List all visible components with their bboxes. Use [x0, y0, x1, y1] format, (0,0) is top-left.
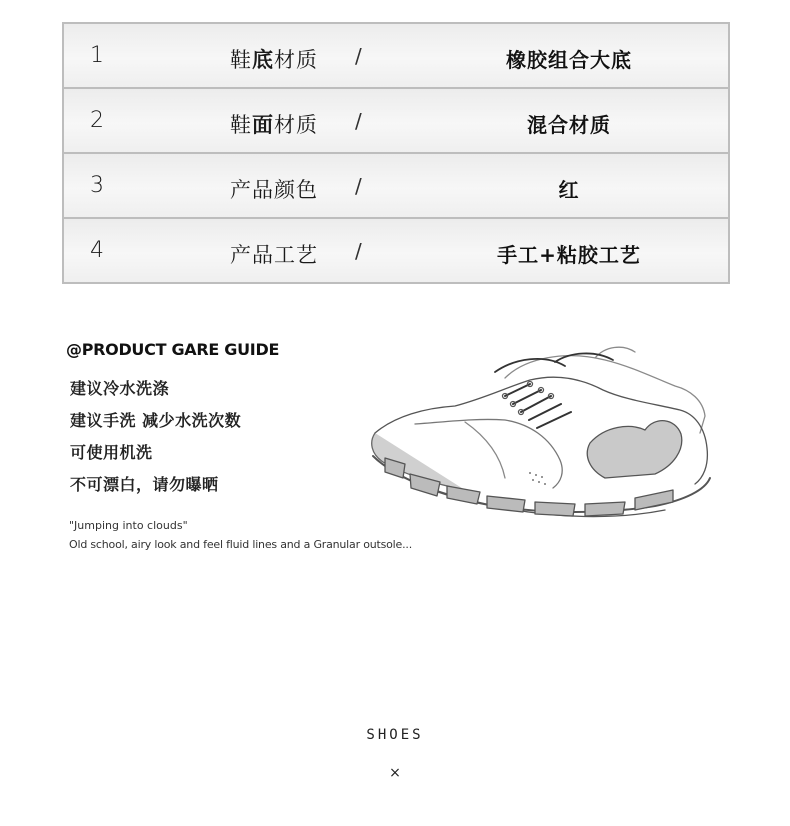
care-instruction: 不可漂白，请勿曝晒	[70, 475, 219, 494]
care-instruction: 可使用机洗	[70, 443, 153, 462]
spec-separator: /	[355, 44, 362, 68]
care-instruction: 建议手洗 减少水洗次数	[70, 411, 242, 430]
close-mark: ×	[389, 765, 401, 781]
shoe-sketch-illustration	[355, 338, 735, 538]
spec-value: 红	[558, 178, 580, 202]
product-description: Old school, airy look and feel fluid lines and a Granular outsole...	[69, 538, 412, 551]
spec-value: 橡胶组合大底	[506, 48, 632, 72]
spec-value: 手工+粘胶工艺	[497, 243, 641, 267]
spec-number: 3	[90, 173, 104, 198]
spec-number: 2	[90, 108, 104, 133]
spec-table	[62, 22, 730, 284]
spec-label: 鞋底材质	[230, 48, 318, 72]
spec-label: 产品工艺	[230, 243, 318, 267]
spec-separator: /	[355, 109, 362, 133]
spec-separator: /	[355, 174, 362, 198]
spec-value: 混合材质	[527, 113, 611, 137]
brand-label: SHOES	[366, 727, 424, 743]
spec-row	[64, 89, 728, 154]
spec-row	[64, 219, 728, 284]
spec-number: 4	[90, 238, 104, 263]
spec-number: 1	[90, 43, 104, 68]
spec-row	[64, 24, 728, 89]
care-guide-title: @PRODUCT GARE GUIDE	[66, 340, 280, 359]
tagline-quote: "Jumping into clouds"	[69, 519, 188, 532]
spec-separator: /	[355, 239, 362, 263]
spec-label: 产品颜色	[230, 178, 318, 202]
spec-row	[64, 154, 728, 219]
care-instruction: 建议冷水洗涤	[70, 379, 170, 398]
spec-label: 鞋面材质	[230, 113, 318, 137]
